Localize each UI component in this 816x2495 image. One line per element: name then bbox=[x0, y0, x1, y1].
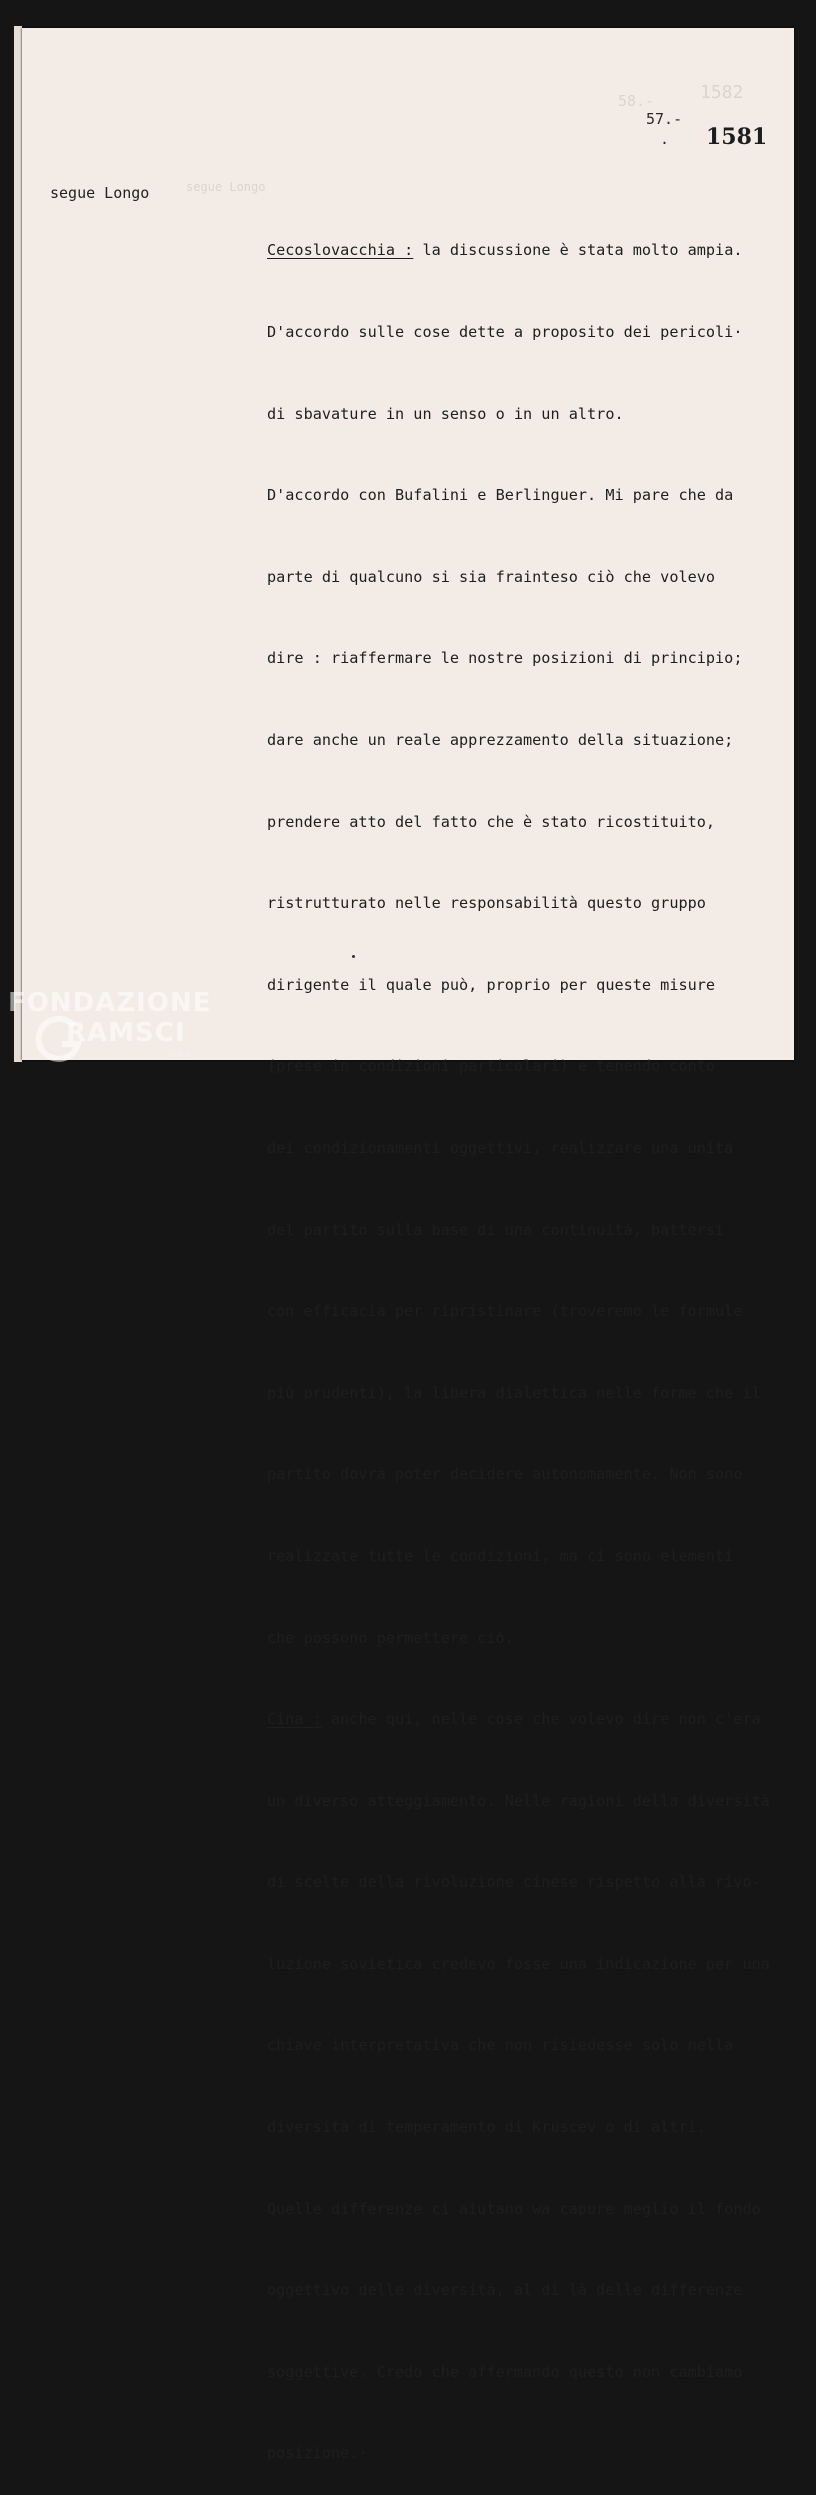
body-line: un diverso atteggiamento. Nelle ragioni della diversità bbox=[267, 1791, 770, 1810]
body-line: di scelte della rivoluzione cinese rispetto alla rivo- bbox=[267, 1873, 761, 1892]
body-line: di sbavature in un senso o in un altro. bbox=[267, 404, 624, 423]
bleed-through-folio: 1582 bbox=[700, 82, 744, 103]
body-line: che possono permettere ciò. bbox=[267, 1628, 514, 1647]
body-line: luzione sovietica credevo fosse una indicazione per una bbox=[267, 1954, 770, 1973]
body-line: oggettivo delle diversità, al di là delle differenze bbox=[267, 2281, 743, 2300]
body-line: dei condizionamenti oggettivi, realizzare una unità bbox=[267, 1138, 734, 1157]
body-line-text: anche qui, nelle cose che volevo dire non c'era bbox=[321, 1710, 761, 1729]
sheet-edge bbox=[14, 26, 22, 1062]
heading-cina: Cina : bbox=[267, 1710, 322, 1729]
watermark-line-2: RAMSCI bbox=[66, 1018, 186, 1048]
ink-mark bbox=[352, 955, 355, 958]
page-number: 57.- bbox=[646, 110, 683, 128]
bleed-through-page-number: 58.- bbox=[618, 92, 655, 110]
body-line: dirigente il quale può, proprio per queste misure bbox=[267, 975, 716, 994]
body-line: posizione.· bbox=[267, 2444, 368, 2463]
body-line: chiave interpretativa che non risiedesse solo nella bbox=[267, 2036, 734, 2055]
body-line: più prudenti), la libera dialettica nelle forme che il bbox=[267, 1383, 761, 1402]
body-line: del partito sulla base di una continuità, battersi bbox=[267, 1220, 725, 1239]
body-line bbox=[267, 237, 797, 264]
body-line: Quelle differenze ci aiutano wa capure meglio il fondo bbox=[267, 2199, 761, 2218]
body-line: (prese in condizioni particolari) e tenendo conto bbox=[267, 1057, 716, 1076]
body-line: partito dovrà poter decidere autonomamente. Non sono bbox=[267, 1465, 743, 1484]
body-line: D'accordo sulle cose dette a proposito dei pericoli· bbox=[267, 323, 743, 341]
bleed-through-speaker: segue Longo bbox=[186, 180, 266, 194]
watermark-line-1: FONDAZIONE bbox=[8, 988, 212, 1018]
body-line: prendere atto del fatto che è stato ricostituito, bbox=[267, 812, 716, 831]
watermark-sub: onlus bbox=[169, 1050, 191, 1059]
page-number-dot: . bbox=[660, 130, 670, 148]
speaker-label: segue Longo bbox=[50, 184, 150, 202]
body-line bbox=[267, 1706, 797, 1733]
folio-number: 1581 bbox=[706, 124, 768, 150]
body-line-text: la discussione è stata molto ampia. bbox=[413, 241, 743, 260]
body-line: realizzate tutte le condizioni, ma ci sono elementi bbox=[267, 1546, 734, 1565]
body-line: soggettive. Credo che affermando questo non cambiamo bbox=[267, 2362, 743, 2381]
body-line: parte di qualcuno si sia frainteso ciò che volevo bbox=[267, 567, 716, 586]
body-line: con efficacia per ripristinare (troveremo le formule bbox=[267, 1302, 743, 1321]
fondazione-gramsci-watermark bbox=[4, 988, 212, 1068]
body-line: diversità di temperamento di Kruscev o di altri. bbox=[267, 2118, 706, 2137]
body-line: ristrutturato nelle responsabilità questo gruppo bbox=[267, 894, 706, 913]
body-line: D'accordo con Bufalini e Berlinguer. Mi pare che da bbox=[267, 486, 734, 505]
body-line: dire : riaffermare le nostre posizioni di principio; bbox=[267, 649, 743, 668]
heading-cecoslovacchia: Cecoslovacchia : bbox=[267, 241, 414, 260]
typed-body bbox=[267, 183, 797, 2495]
body-line: dare anche un reale apprezzamento della situazione; bbox=[267, 730, 734, 749]
